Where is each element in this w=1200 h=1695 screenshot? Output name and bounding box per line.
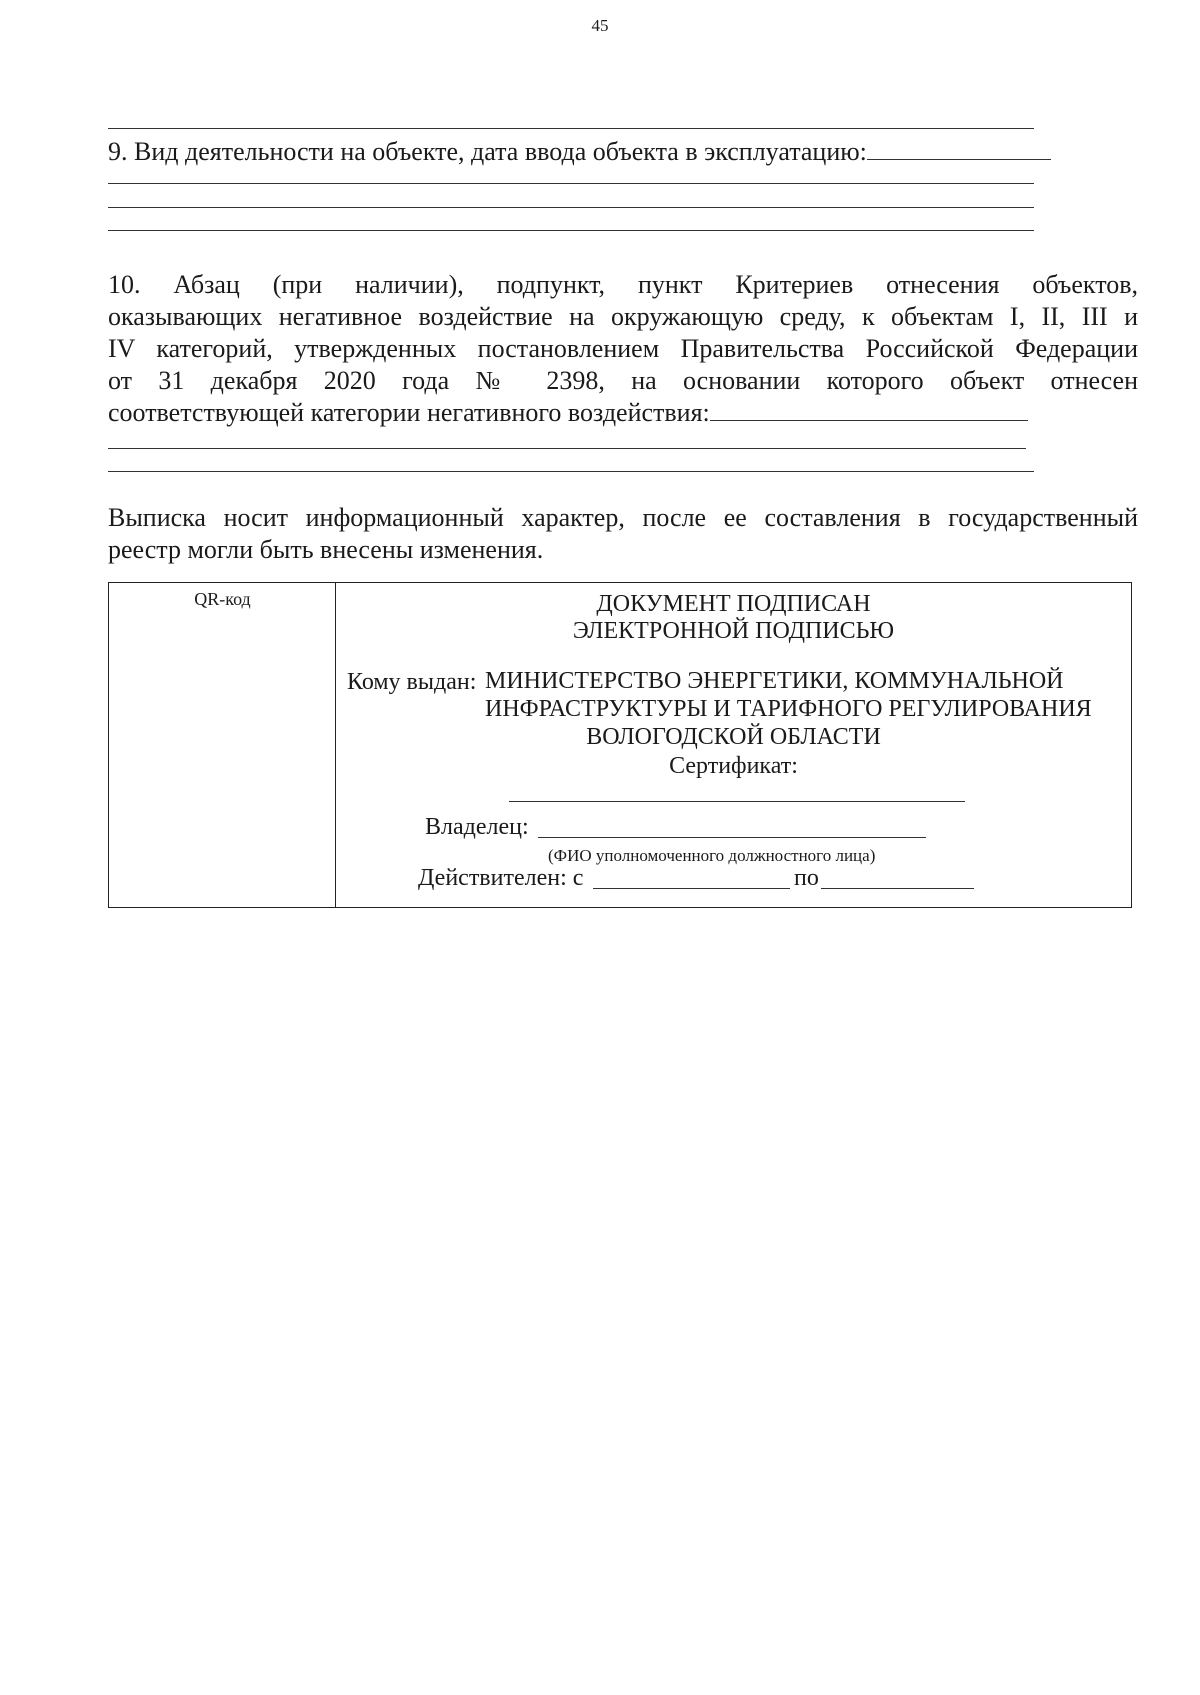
signature-title-line-2: ЭЛЕКТРОННОЙ ПОДПИСЬЮ (572, 618, 895, 644)
item10-line-5 (108, 397, 1028, 428)
item10-blank (710, 398, 1028, 421)
issued-to-line-1: МИНИСТЕРСТВО ЭНЕРГЕТИКИ, КОММУНАЛЬНОЙ (485, 668, 1064, 694)
signature-table (108, 582, 1132, 908)
owner-hint: (ФИО уполномоченного должностного лица) (548, 846, 876, 865)
issued-to-label: Кому выдан: (347, 669, 477, 695)
qr-code-cell (109, 583, 336, 907)
valid-to-label: по (794, 865, 819, 891)
item9-label: 9. Вид деятельности на объекте, дата ввода объекта в эксплуатацию: (108, 137, 867, 166)
signature-cell (336, 583, 1131, 907)
issued-to-line-3: ВОЛОГОДСКОЙ ОБЛАСТИ (586, 724, 881, 750)
certificate-value-rule (509, 801, 965, 802)
owner-value-rule (538, 837, 926, 838)
item10-line-2: оказывающих негативное воздействие на окружающую среду, к объектам I, II, III и (108, 302, 1138, 331)
valid-to-rule (821, 888, 974, 889)
item9-rule-1 (108, 183, 1034, 184)
note-line-2: реестр могли быть внесены изменения. (108, 535, 544, 564)
item10-rule-2 (108, 471, 1034, 472)
page-number: 45 (591, 16, 609, 35)
certificate-label: Сертификат: (669, 753, 798, 779)
qr-code-label: QR-код (194, 589, 251, 609)
item9-blank (867, 137, 1051, 160)
item10-line-1: 10. Абзац (при наличии), подпункт, пункт Критериев отнесения объектов, (108, 270, 1138, 299)
valid-from-rule (593, 888, 790, 889)
item10-line-4: от 31 декабря 2020 года № 2398, на основании которого объект отнесен (108, 366, 1138, 395)
item9-text (108, 136, 1051, 167)
owner-label: Владелец: (425, 814, 529, 840)
item10-line-5-label: соответствующей категории негативного воздействия: (108, 398, 710, 427)
item9-rule-2 (108, 207, 1034, 208)
item9-top-rule (108, 128, 1034, 129)
note-line-1: Выписка носит информационный характер, после ее составления в государственный (108, 503, 1138, 532)
item10-rule-1 (108, 448, 1026, 449)
signature-title-line-1: ДОКУМЕНТ ПОДПИСАН (596, 591, 871, 617)
issued-to-line-2: ИНФРАСТРУКТУРЫ И ТАРИФНОГО РЕГУЛИРОВАНИЯ (485, 696, 1092, 722)
item9-rule-3 (108, 230, 1034, 231)
item10-line-3: IV категорий, утвержденных постановлением Правительства Российской Федерации (108, 334, 1138, 363)
valid-from-label: Действителен: с (418, 865, 584, 891)
